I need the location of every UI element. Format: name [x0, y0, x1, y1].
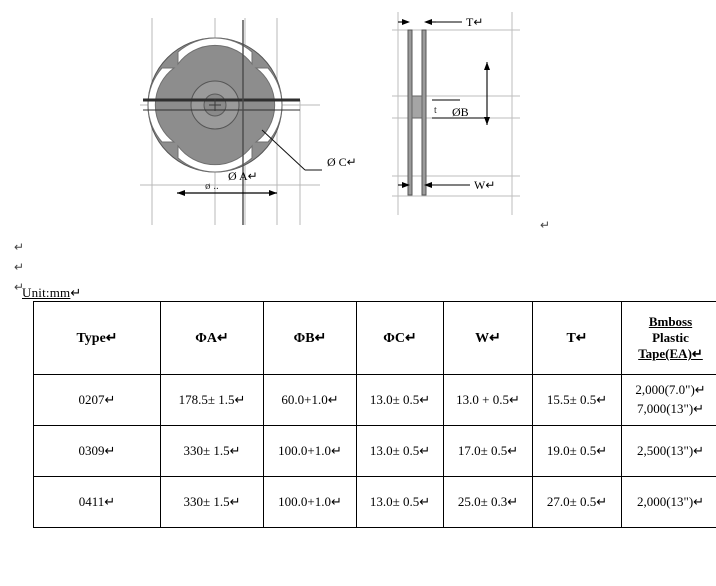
paragraph-mark-1: ↵ — [14, 240, 25, 254]
cell-emboss-tape-line2: 7,000(13")↵ — [636, 401, 705, 416]
header-phi-c: ΦC↵ — [357, 302, 444, 375]
side-hub-core — [412, 96, 422, 118]
header-emboss-tape-line2: Plastic — [652, 329, 689, 345]
cell-t: 15.5± 0.5↵ — [533, 375, 622, 426]
cell-type: 0411↵ — [34, 477, 161, 528]
diameter-b-label: ØB — [452, 105, 469, 119]
header-type: Type↵ — [34, 302, 161, 375]
table-row — [34, 375, 716, 426]
cell-t: 27.0± 0.5↵ — [533, 477, 622, 528]
cell-emboss-tape — [622, 426, 716, 477]
table-row — [34, 426, 716, 477]
paragraph-mark-3: ↵ — [14, 280, 25, 294]
reel-technical-drawing — [0, 0, 716, 240]
table-row — [34, 477, 716, 528]
header-phi-a: ΦA↵ — [161, 302, 264, 375]
cell-phi-c: 13.0± 0.5↵ — [357, 477, 444, 528]
cell-w: 25.0± 0.3↵ — [444, 477, 533, 528]
t-dimension — [398, 19, 462, 25]
cell-t: 19.0± 0.5↵ — [533, 426, 622, 477]
header-emboss-tape-line1: Bmboss — [648, 313, 693, 329]
diameter-a-value: ø .. — [205, 180, 219, 192]
cell-phi-c: 13.0± 0.5↵ — [357, 375, 444, 426]
cell-phi-a: 330± 1.5↵ — [161, 426, 264, 477]
front-view-group — [140, 18, 357, 225]
diameter-a-dimension — [177, 180, 277, 196]
unit-label — [22, 285, 81, 301]
header-emboss-tape-line3: Tape(EA)↵ — [638, 346, 703, 362]
cell-w: 13.0 + 0.5↵ — [444, 375, 533, 426]
table-header-row — [34, 302, 716, 375]
cell-phi-c: 13.0± 0.5↵ — [357, 426, 444, 477]
cell-type: 0309↵ — [34, 426, 161, 477]
cell-emboss-tape-line1: 2,000(7.0")↵ — [635, 382, 706, 398]
inner-hub-tick: t — [434, 105, 437, 116]
cell-phi-b: 100.0+1.0↵ — [264, 477, 357, 528]
cell-phi-b: 100.0+1.0↵ — [264, 426, 357, 477]
cell-phi-a: 330± 1.5↵ — [161, 477, 264, 528]
cell-emboss-tape-line1: 2,500(13")↵ — [636, 442, 705, 458]
header-w: W↵ — [444, 302, 533, 375]
reel-spec-table — [33, 301, 716, 528]
side-view-group — [392, 12, 520, 215]
table-header — [34, 302, 716, 375]
cell-phi-a: 178.5± 1.5↵ — [161, 375, 264, 426]
header-phi-b: ΦB↵ — [264, 302, 357, 375]
width-w-label: W↵ — [474, 178, 496, 192]
table-body — [34, 375, 716, 528]
unit-label-text: Unit:mm — [22, 285, 71, 300]
side-flange-left — [408, 30, 412, 195]
thickness-t-label: T↵ — [466, 15, 484, 29]
cell-emboss-tape-line1: 2,000(13")↵ — [636, 493, 705, 509]
cell-phi-b: 60.0+1.0↵ — [264, 375, 357, 426]
cell-type: 0207↵ — [34, 375, 161, 426]
header-emboss-tape — [622, 302, 716, 375]
cell-emboss-tape — [622, 375, 716, 426]
cell-emboss-tape — [622, 477, 716, 528]
unit-label-pilcrow: ↵ — [70, 285, 82, 300]
paragraph-mark-right: ↵ — [540, 218, 551, 232]
paragraph-mark-2: ↵ — [14, 260, 25, 274]
diameter-c-label: Ø C↵ — [327, 155, 357, 169]
header-t: T↵ — [533, 302, 622, 375]
diameter-a-label: Ø A↵ — [228, 169, 258, 183]
cell-w: 17.0± 0.5↵ — [444, 426, 533, 477]
side-flange-right — [422, 30, 426, 195]
